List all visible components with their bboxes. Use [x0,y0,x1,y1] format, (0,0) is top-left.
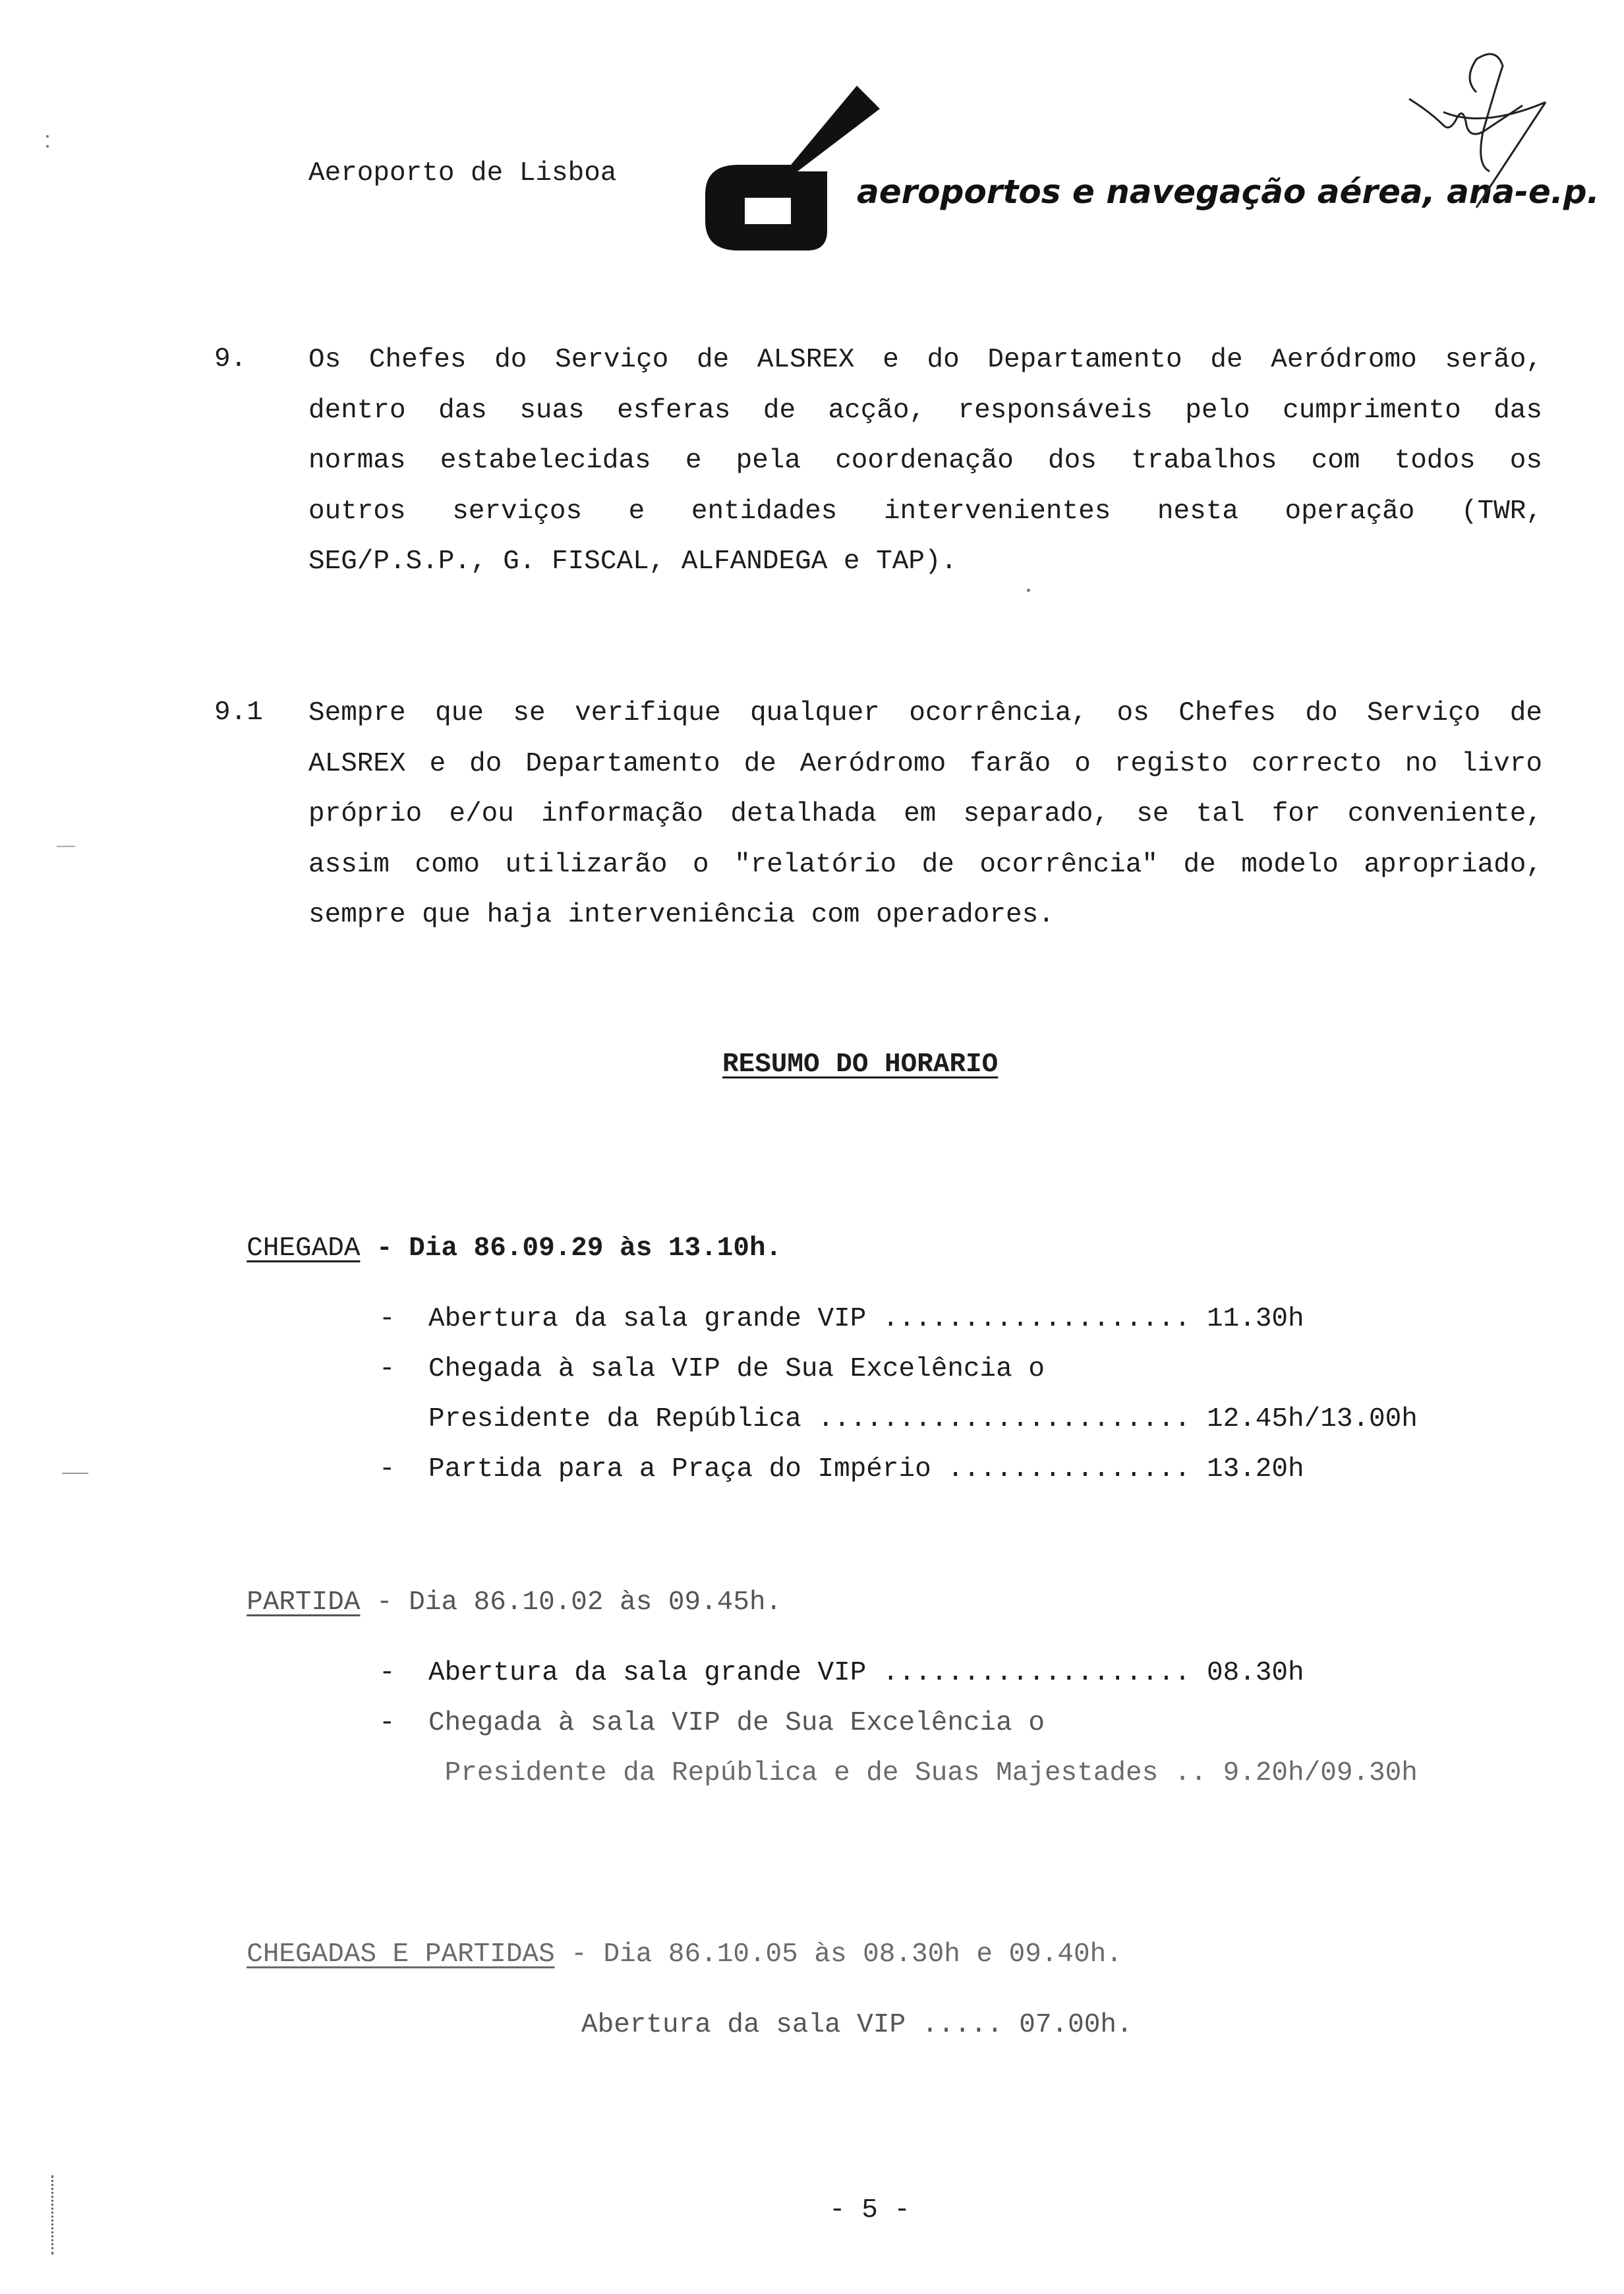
departure-item: Presidente da República e de Suas Majestades .. 9.20h/09.30h [428,1758,1418,1788]
scan-mark [57,846,75,847]
section-91-number: 9.1 [214,697,263,728]
scan-speck [1027,589,1030,592]
section-91-line: ALSREX e do Departamento de Aeródromo farão o registo correcto no livro [308,748,1542,779]
ana-logo-icon [699,79,896,257]
arrival-bullet: - [379,1454,395,1485]
arrival-bullet: - [379,1304,395,1334]
section-9-line: Os Chefes do Serviço de ALSREX e do Departamento de Aeródromo serão, [308,345,1542,375]
section-91-line: próprio e/ou informação detalhada em separado, se tal for conveniente, [308,799,1542,829]
departure-item: Chegada à sala VIP de Sua Excelência o [428,1708,1045,1738]
header-location: Aeroporto de Lisboa [308,158,617,189]
section-9-line: dentro das suas esferas de acção, responsáveis pelo cumprimento das [308,395,1542,426]
arrival-label: CHEGADA [246,1233,361,1264]
departure-bullet: - [379,1708,395,1738]
arrival-detail: - Dia 86.09.29 às 13.10h. [360,1233,782,1264]
arrival-bullet: - [379,1354,395,1384]
arrival-item: Partida para a Praça do Império ............... 13.20h [428,1454,1304,1485]
section-91-line: sempre que haja interveniência com operadores. [308,900,1055,930]
departure-detail: - Dia 86.10.02 às 09.45h. [360,1587,782,1618]
scan-mark [51,2175,57,2254]
arrival-item: Presidente da República ....................... 12.45h/13.00h [428,1404,1418,1434]
arrival-item: Abertura da sala grande VIP ................... 11.30h [428,1304,1304,1334]
signature-icon [1404,40,1575,211]
section-9-line: normas estabelecidas e pela coordenação dos trabalhos com todos os [308,446,1542,476]
arrival-heading [214,1203,782,1264]
both-item: Abertura da sala VIP ..... 07.00h. [581,2010,1133,2040]
both-detail: - Dia 86.10.05 às 08.30h e 09.40h. [554,1939,1122,1970]
both-heading [214,1909,1122,1970]
scan-speck [46,145,49,148]
summary-title: RESUMO DO HORARIO [722,1049,999,1080]
scan-mark [62,1473,88,1474]
header-org-name: aeroportos e navegação aérea, ana-e.p. [857,173,1600,211]
departure-label: PARTIDA [246,1587,361,1618]
section-9-paragraph [308,335,1542,587]
departure-item: Abertura da sala grande VIP ................... 08.30h [428,1658,1304,1688]
section-9-line: SEG/P.S.P., G. FISCAL, ALFANDEGA e TAP). [308,546,958,577]
section-9-line: outros serviços e entidades intervenientes nesta operação (TWR, [308,496,1542,527]
scan-speck [46,135,49,138]
section-91-paragraph [308,688,1542,941]
arrival-item: Chegada à sala VIP de Sua Excelência o [428,1354,1045,1384]
section-91-line: assim como utilizarão o "relatório de ocorrência" de modelo apropriado, [308,849,1542,880]
departure-bullet: - [379,1658,395,1688]
section-9-number: 9. [214,344,247,374]
both-label: CHEGADAS E PARTIDAS [246,1939,555,1970]
departure-heading [214,1557,782,1618]
page-number: - 5 - [829,2195,911,2225]
section-91-line: Sempre que se verifique qualquer ocorrência, os Chefes do Serviço de [308,698,1542,728]
